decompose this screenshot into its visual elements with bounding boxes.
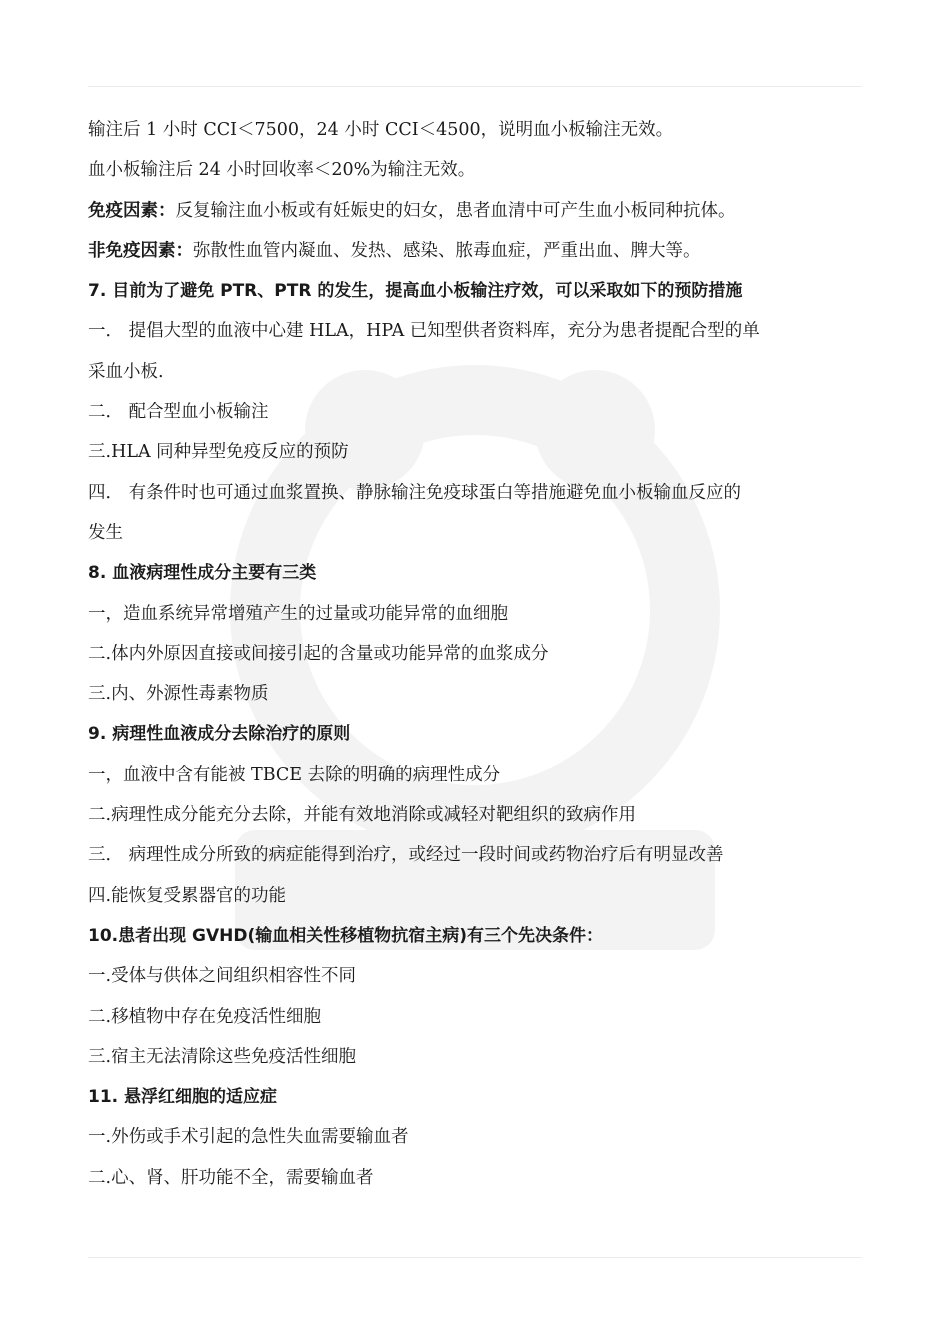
text-line [88, 1117, 868, 1157]
line-text: 一． 提倡大型的血液中心建 HLA，HPA 已知型供者资料库，充分为患者提配合型的单 [88, 321, 760, 342]
text-line [88, 392, 868, 432]
line-text: 发生 [88, 522, 123, 543]
term-label: 非免疫因素： [88, 240, 193, 261]
line-text: 二.体内外原因直接或间接引起的含量或功能异常的血浆成分 [88, 643, 549, 664]
line-text: 四． 有条件时也可通过血浆置换、静脉输注免疫球蛋白等措施避免血小板输血反应的 [88, 482, 742, 503]
line-text: 血小板输注后 24 小时回收率＜20%为输注无效。 [88, 160, 476, 181]
text-line [88, 150, 868, 190]
text-line [88, 594, 868, 634]
text-line [88, 352, 868, 392]
line-text: 二.心、肾、肝功能不全，需要输血者 [88, 1167, 374, 1188]
line-text: 7. 目前为了避免 PTR、PTR 的发生，提高血小板输注疗效，可以采取如下的预防措施 [88, 281, 743, 302]
document-body [88, 110, 868, 1198]
text-line [88, 876, 868, 916]
section-heading [88, 553, 868, 593]
term-label: 免疫因素： [88, 200, 176, 221]
line-text: 采血小板. [88, 361, 164, 382]
text-line [88, 513, 868, 553]
page-footer-rule [88, 1257, 862, 1258]
line-text: 11. 悬浮红细胞的适应症 [88, 1087, 278, 1108]
text-line [88, 1158, 868, 1198]
line-text: 三． 病理性成分所致的病症能得到治疗，或经过一段时间或药物治疗后有明显改善 [88, 845, 724, 866]
line-text: 一，造血系统异常增殖产生的过量或功能异常的血细胞 [88, 603, 508, 624]
line-text: 三.HLA 同种异型免疫反应的预防 [88, 442, 349, 463]
section-heading [88, 916, 868, 956]
section-heading [88, 714, 868, 754]
text-line [88, 835, 868, 875]
line-text: 8. 血液病理性成分主要有三类 [88, 563, 317, 584]
line-text: 10.患者出现 GVHD(输血相关性移植物抗宿主病)有三个先决条件： [88, 925, 604, 946]
line-text: 三.宿主无法清除这些免疫活性细胞 [88, 1046, 357, 1067]
text-line [88, 997, 868, 1037]
line-text: 弥散性血管内凝血、发热、感染、脓毒血症，严重出血、脾大等。 [193, 240, 701, 261]
line-text: 三.内、外源性毒素物质 [88, 684, 269, 705]
line-text: 一.外伤或手术引起的急性失血需要输血者 [88, 1127, 409, 1148]
text-line [88, 956, 868, 996]
text-line [88, 191, 868, 231]
line-text: 四.能恢复受累器官的功能 [88, 885, 287, 906]
line-text: 二． 配合型血小板输注 [88, 402, 269, 423]
text-line [88, 231, 868, 271]
line-text: 一，血液中含有能被 TBCE 去除的明确的病理性成分 [88, 764, 501, 785]
line-text: 反复输注血小板或有妊娠史的妇女，患者血清中可产生血小板同种抗体。 [175, 200, 736, 221]
line-text: 输注后 1 小时 CCI＜7500，24 小时 CCI＜4500，说明血小板输注无效。 [88, 120, 674, 140]
text-line [88, 634, 868, 674]
line-text: 二.病理性成分能充分去除，并能有效地消除或减轻对靶组织的致病作用 [88, 805, 637, 826]
page-header-rule [88, 86, 862, 87]
section-heading [88, 1077, 868, 1117]
section-heading [88, 271, 868, 311]
text-line [88, 795, 868, 835]
text-line [88, 755, 868, 795]
text-line [88, 674, 868, 714]
text-line [88, 473, 868, 513]
text-line [88, 1037, 868, 1077]
line-text: 9. 病理性血液成分去除治疗的原则 [88, 724, 351, 745]
text-line [88, 110, 868, 150]
line-text: 一.受体与供体之间组织相容性不同 [88, 966, 357, 987]
line-text: 二.移植物中存在免疫活性细胞 [88, 1006, 322, 1027]
text-line [88, 432, 868, 472]
text-line [88, 311, 868, 351]
